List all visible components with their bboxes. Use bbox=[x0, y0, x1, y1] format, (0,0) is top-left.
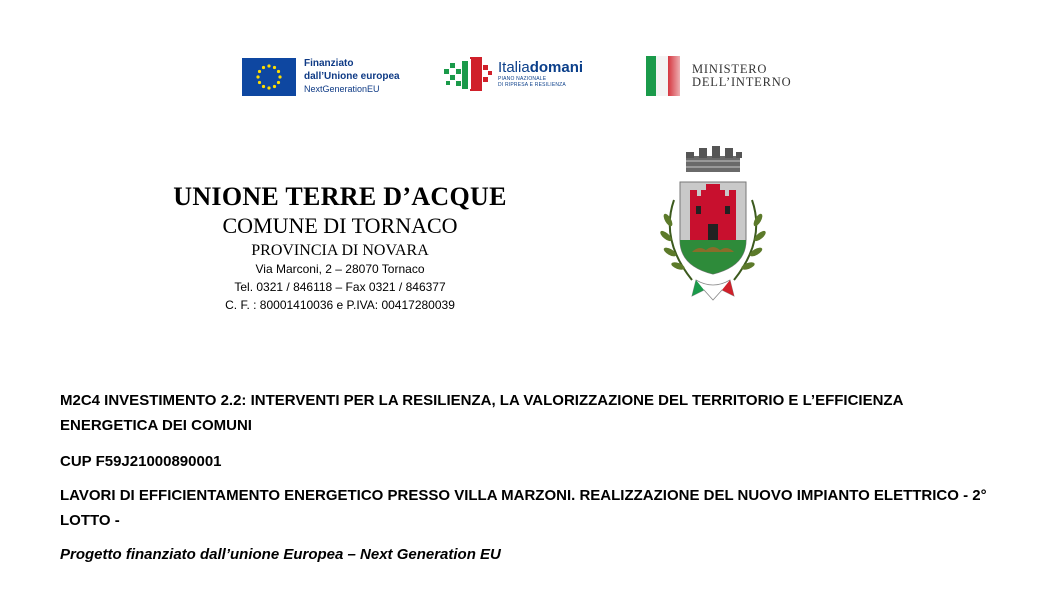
ministero-line2: DELL’INTERNO bbox=[692, 75, 792, 89]
eu-line3: NextGenerationEU bbox=[304, 84, 380, 94]
italia-domani-logo bbox=[444, 55, 583, 93]
eu-funding-logo bbox=[242, 57, 400, 96]
italia-domani-brand: Italiadomani bbox=[498, 59, 584, 76]
italian-flag-icon bbox=[644, 54, 684, 98]
union-title: UNIONE TERRE D’ACQUE bbox=[173, 182, 507, 211]
italia-domani-sub1: PIANO NAZIONALE bbox=[498, 76, 547, 82]
italia-domani-sub2: DI RIPRESA E RESILIENZA bbox=[498, 82, 566, 88]
tax-line: C. F. : 80001410036 e P.IVA: 00417280039 bbox=[225, 298, 455, 312]
eu-line1: Finanziato bbox=[304, 58, 354, 69]
comune-title: COMUNE DI TORNACO bbox=[222, 213, 458, 238]
eu-line2: dall’Unione europea bbox=[304, 71, 400, 82]
phone-line: Tel. 0321 / 846118 – Fax 0321 / 846377 bbox=[234, 280, 446, 294]
ministero-line1: MINISTERO bbox=[692, 62, 768, 76]
funding-note: Progetto finanziato dall’unione Europea – Next Generation EU bbox=[60, 546, 501, 563]
investment-heading: M2C4 INVESTIMENTO 2.2: INTERVENTI PER LA RESILIENZA, LA VALORIZZAZIONE DEL TERRITORIO E L’EFFICIENZA ENERGETICA DEI COMUNI bbox=[60, 392, 903, 434]
italia-domani-text bbox=[498, 60, 583, 88]
italia-domani-icon bbox=[444, 55, 494, 93]
provincia-title: PROVINCIA DI NOVARA bbox=[251, 242, 429, 259]
letterhead bbox=[150, 182, 530, 314]
ministero-text bbox=[692, 63, 791, 89]
works-title: LAVORI DI EFFICIENTAMENTO ENERGETICO PRESSO VILLA MARZONI. REALIZZAZIONE DEL NUOVO IMPIANTO ELETTRICO - 2° LOTTO - bbox=[60, 487, 987, 529]
address-line: Via Marconi, 2 – 28070 Tornaco bbox=[255, 262, 425, 276]
eu-flag-icon bbox=[242, 58, 296, 96]
ministero-interno-logo bbox=[644, 54, 791, 98]
coat-of-arms-icon bbox=[652, 140, 774, 308]
eu-logo-text bbox=[304, 57, 400, 96]
crown-icon bbox=[686, 146, 742, 172]
cup-code: CUP F59J21000890001 bbox=[60, 453, 222, 470]
